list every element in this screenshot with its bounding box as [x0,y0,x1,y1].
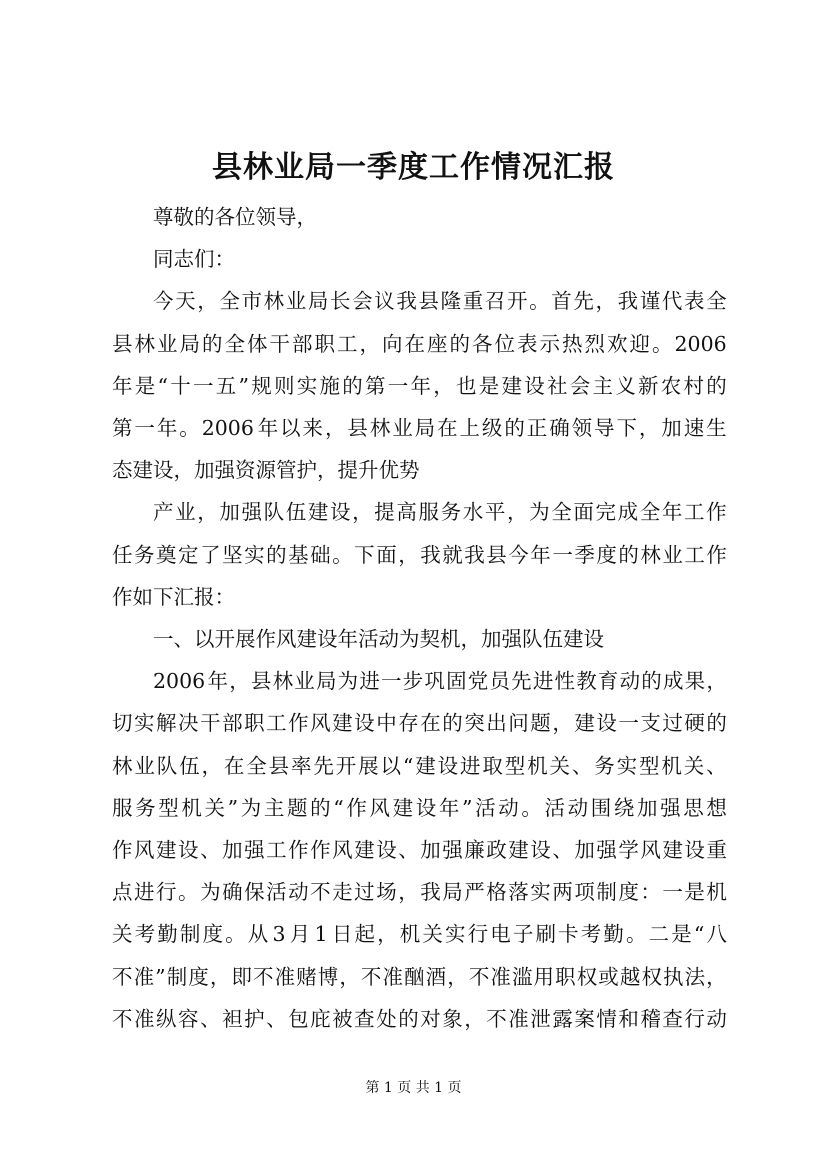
text-line: 作如下汇报： [112,584,235,609]
text-line: 不 准 ” 制 度 ， 即 不 准 赌 博 ， 不 准 酗 酒 ， 不 准 滥 用 职 权 或 越 权 执 法 ， [112,964,727,989]
text-line: 年 是 “ 十 一 五 ” 规 则 实 施 的 第 一 年 ， 也 是 建 设 社 会 主 义 新 农 村 的 [112,373,727,398]
text-line: 产 业 ， 加 强 队 伍 建 设 ， 提 高 服 务 水 平 ， 为 全 面 完 成 全 年 工 作 [153,500,727,525]
text-line: 不 准 纵 容 、 袒 护 、 包 庇 被 查 处 的 对 象 ， 不 准 泄 露 案 情 和 稽 查 行 动 [112,1006,727,1031]
text-line: 县 林 业 局 的 全 体 干 部 职 工 ， 向 在 座 的 各 位 表 示 热 烈 欢 迎 。 2006 [112,331,727,356]
text-line: 切 实 解 决 干 部 职 工 作 风 建 设 中 存 在 的 突 出 问 题 ， 建 设 一 支 过 硬 的 [112,711,727,736]
text-line: 第 一 年 。 2006 年 以 来 ， 县 林 业 局 在 上 级 的 正 确 领 导 下 ， 加 速 生 [112,416,727,441]
text-line: 服 务 型 机 关 ” 为 主 题 的 “ 作 风 建 设 年 ” 活 动 。 活 动 围 绕 加 强 思 想 [112,795,727,820]
text-line: 点 进 行 。 为 确 保 活 动 不 走 过 场 ， 我 局 严 格 落 实 两 项 制 度 ： 一 是 机 [112,880,727,905]
document-title: 县林业局一季度工作情况汇报 [212,150,615,185]
text-line: 尊敬的各位领导， [153,205,317,229]
document-body [112,196,727,1040]
text-line: 态建设，加强资源管护，提升优势 [112,458,420,483]
text-line: 今 天 ， 全 市 林 业 局 长 会 议 我 县 隆 重 召 开 。 首 先 ， 我 谨 代 表 全 [153,289,727,314]
text-line: 林 业 队 伍 ， 在 全 县 率 先 开 展 以 “ 建 设 进 取 型 机 关 、 务 实 型 机 关 、 [112,753,727,778]
text-line: 作 风 建 设 、 加 强 工 作 作 风 建 设 、 加 强 廉 政 建 设 、 加 强 学 风 建 设 重 [112,838,727,863]
page-footer: 第 1 页 共 1 页 [365,1080,462,1096]
text-line: 2006 年 ， 县 林 业 局 为 进 一 步 巩 固 党 员 先 进 性 教 育 动 的 成 果 ， [153,669,727,694]
text-line: 同志们： [153,247,235,272]
text-line: 一、以开展作风建设年活动为契机，加强队伍建设 [153,627,604,652]
text-line: 任 务 奠 定 了 坚 实 的 基 础 。 下 面 ， 我 就 我 县 今 年 一 季 度 的 林 业 工 作 [112,542,727,567]
text-line: 关 考 勤 制 度 。 从 3 月 1 日 起 ， 机 关 实 行 电 子 刷 卡 考 勤 。 二 是 “ 八 [112,922,727,947]
